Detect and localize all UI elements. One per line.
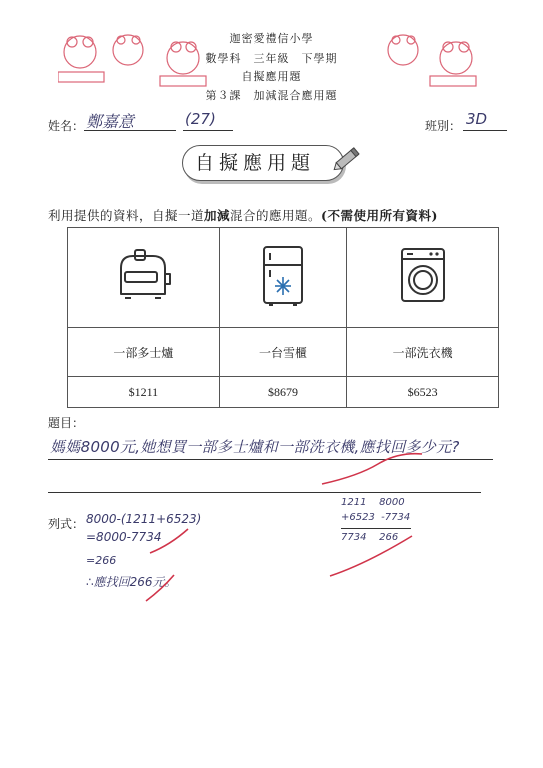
teacher-correction-mark [318,450,428,490]
name-value: 鄭嘉意 [86,112,135,131]
item-name-refrigerator: 一台雪櫃 [219,328,347,377]
number-underline [183,130,233,131]
washing-machine-icon [398,247,448,305]
toaster-icon [113,248,173,304]
pencil-icon [330,140,366,176]
items-table [67,227,499,408]
column-calc-3: 7734 266 [341,532,399,543]
item-name-washing-machine: 一部洗衣機 [347,328,499,377]
item-price-refrigerator: $8679 [219,377,347,408]
column-calc-1: 1211 8000 [341,497,405,508]
instruction-suffix: 混合的應用題。 [230,208,322,223]
refrigerator-icon [258,245,308,307]
teacher-check-mark-calc [326,530,416,580]
course-info: 數學科 三年級 下學期 [205,52,338,65]
instruction-emphasis: 加減 [204,208,231,223]
working-line-4: ∴應找回266元。 [86,575,177,589]
question-answer: 媽媽8000元,她想買一部多士爐和一部洗衣機,應找回多少元? [50,438,460,456]
column-calc-2: +6523 -7734 [341,512,411,523]
unit-title: 自擬應用題 [241,70,302,83]
name-label: 姓名： [48,119,85,133]
class-value: 3D [466,110,488,128]
question-line-2 [48,492,481,493]
banner-title: 自擬應用題 [194,152,315,174]
lesson-title: 第３課 加減混合應用題 [205,89,338,102]
class-label: 班別： [425,119,462,133]
working-line-1: 8000-(1211+6523) [86,512,202,526]
refrigerator-cell [219,228,347,328]
class-underline [463,130,507,131]
toaster-cell [68,228,220,328]
item-price-washing-machine: $6523 [347,377,499,408]
instruction-prefix: 利用提供的資料，自擬一道 [48,208,205,223]
working-label: 列式： [48,517,85,531]
instruction-note: (不需使用所有資料) [321,208,438,223]
working-line-2: =8000-7734 [86,530,162,544]
question-label: 題目： [48,416,85,430]
washing-machine-cell [347,228,499,328]
instruction [48,206,438,224]
working-line-3: =266 [86,554,117,567]
teacher-check-marks [140,525,200,605]
student-number: (27) [185,110,216,128]
school-name: 迦密愛禮信小學 [229,32,314,45]
item-price-toaster: $1211 [68,377,220,408]
column-calc-rule [341,528,411,529]
item-name-toaster: 一部多士爐 [68,328,220,377]
